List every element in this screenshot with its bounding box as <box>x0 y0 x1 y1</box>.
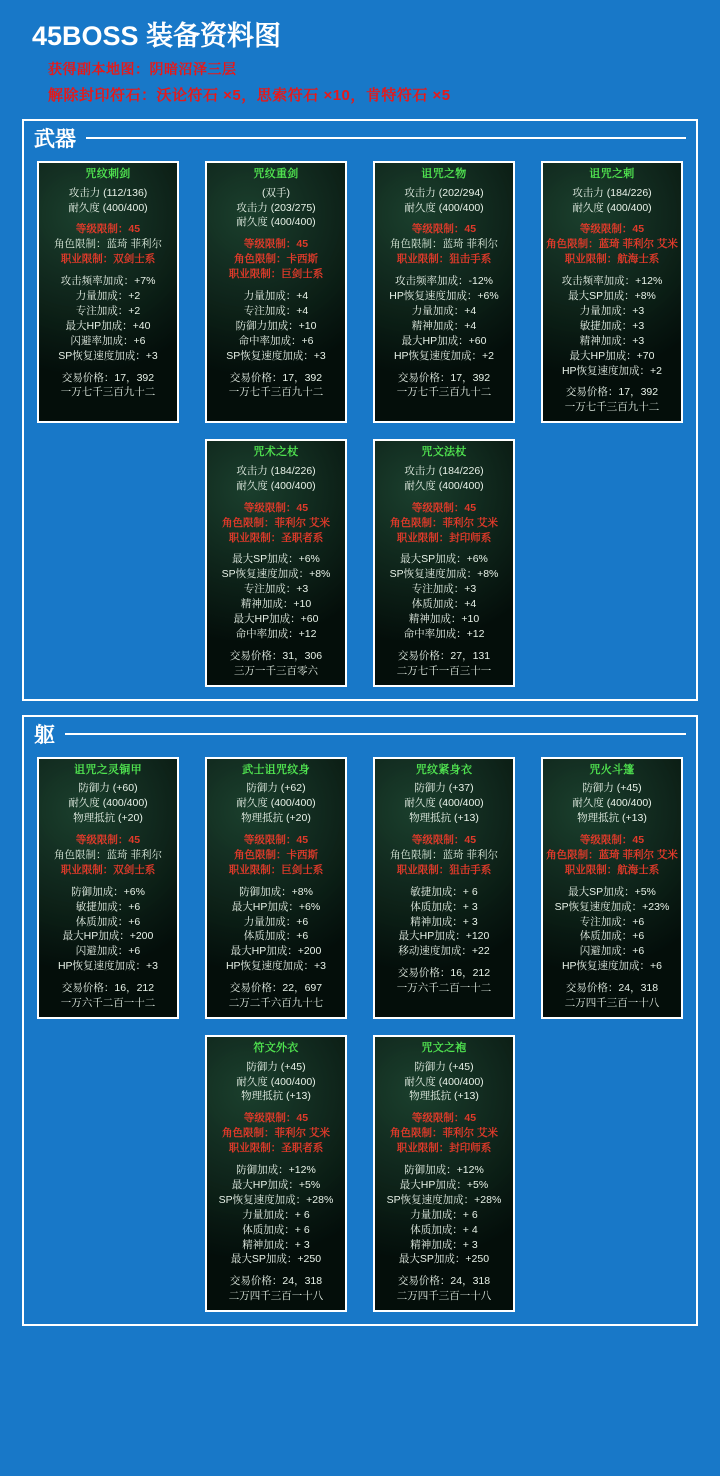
item-card <box>205 757 347 1019</box>
equipment-section <box>22 119 698 701</box>
item-card <box>541 161 683 423</box>
item-stat: 物理抵抗 (+13) <box>409 1090 479 1103</box>
item-bonus: 精神加成：+ 3 <box>410 1238 478 1251</box>
item-price-chinese: 一万七千三百九十二 <box>564 401 660 414</box>
item-card <box>205 439 347 686</box>
item-restriction: 角色限制：菲利尔 艾米 <box>390 1127 498 1140</box>
item-restriction: 职业限制：圣职者系 <box>228 531 324 544</box>
item-bonus: 最大HP加成：+6% <box>231 900 321 913</box>
spacer <box>546 826 678 833</box>
item-bonus: 敏捷加成：+6 <box>75 900 141 913</box>
item-bonus: SP恢复速度加成：+8% <box>221 568 331 581</box>
spacer <box>378 364 510 371</box>
item-price-chinese: 二万四千三百一十八 <box>396 1290 492 1303</box>
spacer <box>210 1104 342 1111</box>
item-bonus: 闪避率加成：+6 <box>70 334 146 347</box>
item-bonus: 防御加成：+12% <box>404 1164 484 1177</box>
item-price: 交易价格：24，318 <box>565 982 659 995</box>
section-label: 躯 <box>34 723 55 747</box>
item-bonus: HP恢复速度加成：+6 <box>561 960 663 973</box>
item-card <box>373 439 515 686</box>
spacer <box>378 959 510 966</box>
item-bonus: 攻击频率加成：+7% <box>60 275 156 288</box>
item-bonus: 精神加成：+ 3 <box>410 915 478 928</box>
section-divider <box>86 137 686 139</box>
item-stat: 攻击力 (202/294) <box>404 186 484 199</box>
item-stat: 物理抵抗 (+13) <box>577 812 647 825</box>
spacer <box>210 230 342 237</box>
seal-stone-line: 解除封印符石：沃论符石 ×5，思索符石 ×10，肯特符石 ×5 <box>48 87 451 104</box>
item-restriction: 等级限制：45 <box>243 834 309 847</box>
item-stat: 攻击力 (184/226) <box>404 464 484 477</box>
item-price-chinese: 二万七千一百三十一 <box>396 664 492 677</box>
item-name: 诅咒之物 <box>421 168 467 180</box>
item-bonus: 攻击频率加成：-12% <box>394 275 493 288</box>
item-bonus: 专注加成：+2 <box>75 304 141 317</box>
item-name: 符文外衣 <box>253 1041 299 1054</box>
item-price-chinese: 一万七千三百九十二 <box>396 386 492 399</box>
sections-container <box>14 119 706 1326</box>
item-bonus: 最大SP加成：+250 <box>230 1253 322 1266</box>
item-bonus: 力量加成：+4 <box>411 304 477 317</box>
spacer <box>42 364 174 371</box>
section-divider <box>65 733 686 735</box>
item-bonus: 命中率加成：+12 <box>403 627 485 640</box>
item-price: 交易价格：17，392 <box>397 371 491 384</box>
item-stat: 耐久度 (400/400) <box>236 797 316 810</box>
item-bonus: 闪避加成：+6 <box>579 945 645 958</box>
item-bonus: 专注加成：+3 <box>411 583 477 596</box>
item-bonus: SP恢复速度加成：+28% <box>218 1193 334 1206</box>
spacer <box>546 267 678 274</box>
item-name: 咒文之袍 <box>421 1041 467 1054</box>
item-card <box>373 1035 515 1312</box>
spacer <box>378 878 510 885</box>
item-restriction: 等级限制：45 <box>75 834 141 847</box>
item-restriction: 职业限制：航海士系 <box>564 863 660 876</box>
spacer <box>546 215 678 222</box>
spacer <box>378 826 510 833</box>
item-price: 交易价格：24，318 <box>397 1275 491 1288</box>
spacer <box>42 826 174 833</box>
section-header <box>24 717 696 751</box>
item-restriction: 等级限制：45 <box>579 223 645 236</box>
equipment-section <box>22 715 698 1327</box>
item-restriction: 等级限制：45 <box>75 223 141 236</box>
item-stat: 物理抵抗 (+20) <box>73 812 143 825</box>
item-bonus: 命中率加成：+12 <box>235 627 317 640</box>
spacer <box>42 974 174 981</box>
item-stat: 耐久度 (400/400) <box>404 797 484 810</box>
item-stat: 物理抵抗 (+13) <box>409 812 479 825</box>
item-bonus: 最大SP加成：+6% <box>232 553 320 566</box>
spacer <box>546 378 678 385</box>
item-stat: 防御力 (+60) <box>78 782 138 795</box>
card-grid <box>24 751 696 1313</box>
item-price-chinese: 一万六千二百一十二 <box>60 997 156 1010</box>
item-name: 咒术之杖 <box>253 446 299 459</box>
item-card <box>373 161 515 423</box>
item-stat: 攻击力 (203/275) <box>236 201 316 214</box>
spacer <box>210 1156 342 1163</box>
spacer <box>42 878 174 885</box>
spacer <box>378 494 510 501</box>
item-stat: 攻击力 (184/226) <box>572 186 652 199</box>
item-bonus: 最大HP加成：+5% <box>231 1178 321 1191</box>
item-stat: 耐久度 (400/400) <box>68 797 148 810</box>
item-bonus: HP恢复速度加成：+2 <box>561 364 663 377</box>
item-price: 交易价格：17，392 <box>229 371 323 384</box>
item-bonus: 最大HP加成：+200 <box>230 945 322 958</box>
item-stat: 攻击力 (112/136) <box>68 186 148 199</box>
item-restriction: 等级限制：45 <box>243 501 309 514</box>
item-price-chinese: 三万一千三百零六 <box>234 664 318 677</box>
item-card <box>373 757 515 1019</box>
item-stat: 物理抵抗 (+20) <box>241 812 311 825</box>
item-bonus: 敏捷加成：+3 <box>579 319 645 332</box>
item-restriction: 等级限制：45 <box>411 834 477 847</box>
item-restriction: 职业限制：双剑士系 <box>60 253 156 266</box>
item-card <box>205 161 347 423</box>
spacer <box>378 1156 510 1163</box>
item-restriction: 职业限制：双剑士系 <box>60 863 156 876</box>
spacer <box>210 1267 342 1274</box>
item-restriction: 职业限制：狙击手系 <box>396 253 492 266</box>
item-bonus: 最大HP加成：+200 <box>62 930 154 943</box>
item-bonus: 力量加成：+4 <box>243 290 309 303</box>
item-price: 交易价格：17，392 <box>61 371 155 384</box>
spacer <box>210 974 342 981</box>
item-bonus: 力量加成：+2 <box>75 290 141 303</box>
item-bonus: 最大HP加成：+70 <box>569 349 655 362</box>
item-card <box>205 1035 347 1312</box>
spacer <box>42 267 174 274</box>
page-title: 45BOSS 装备资料图 <box>32 21 282 51</box>
item-bonus: 闪避加成：+6 <box>75 945 141 958</box>
item-bonus: 力量加成：+ 6 <box>242 1208 310 1221</box>
item-price-chinese: 一万六千二百一十二 <box>396 982 492 995</box>
item-stat: (双手) <box>262 186 290 199</box>
item-stat: 耐久度 (400/400) <box>68 201 148 214</box>
item-bonus: 敏捷加成：+ 6 <box>410 885 478 898</box>
item-bonus: 最大HP加成：+40 <box>65 319 151 332</box>
item-stat: 耐久度 (400/400) <box>404 201 484 214</box>
spacer <box>378 642 510 649</box>
spacer <box>210 364 342 371</box>
item-bonus: 攻击频率加成：+12% <box>561 275 663 288</box>
item-restriction: 角色限制：菲利尔 艾米 <box>390 516 498 529</box>
item-bonus: 力量加成：+3 <box>579 304 645 317</box>
item-restriction: 角色限制：蓝琦 菲利尔 <box>390 848 498 861</box>
map-source-line: 获得副本地图：阴暗沼泽三层 <box>48 61 237 77</box>
item-bonus: 精神加成：+10 <box>240 598 312 611</box>
item-stat: 耐久度 (400/400) <box>236 1075 316 1088</box>
item-bonus: 移动速度加成：+22 <box>398 945 490 958</box>
item-bonus: HP恢复速度加成：+3 <box>57 960 159 973</box>
item-bonus: 防御力加成：+10 <box>235 319 317 332</box>
item-bonus: 专注加成：+4 <box>243 304 309 317</box>
item-restriction: 角色限制：蓝琦 菲利尔 <box>390 238 498 251</box>
spacer <box>210 494 342 501</box>
item-bonus: 精神加成：+10 <box>408 613 480 626</box>
item-restriction: 等级限制：45 <box>243 1112 309 1125</box>
item-name: 咒纹紧身衣 <box>415 763 473 776</box>
item-stat: 耐久度 (400/400) <box>236 479 316 492</box>
item-bonus: SP恢复速度加成：+28% <box>386 1193 502 1206</box>
item-card <box>37 757 179 1019</box>
item-name: 咒纹重剑 <box>253 168 299 180</box>
item-stat: 耐久度 (400/400) <box>236 216 316 229</box>
item-price: 交易价格：17，392 <box>565 386 659 399</box>
item-restriction: 职业限制：狙击手系 <box>396 863 492 876</box>
item-price-chinese: 一万七千三百九十二 <box>228 386 324 399</box>
item-restriction: 职业限制：圣职者系 <box>228 1142 324 1155</box>
spacer <box>378 267 510 274</box>
spacer <box>42 215 174 222</box>
item-bonus: 最大SP加成：+5% <box>568 885 656 898</box>
item-bonus: 防御加成：+6% <box>71 885 145 898</box>
item-stat: 防御力 (+37) <box>414 782 474 795</box>
spacer <box>378 1267 510 1274</box>
item-restriction: 角色限制：卡西斯 <box>234 253 318 266</box>
item-price-chinese: 二万四千三百一十八 <box>564 997 660 1010</box>
item-bonus: 最大HP加成：+60 <box>401 334 487 347</box>
item-restriction: 角色限制：菲利尔 艾米 <box>222 516 330 529</box>
section-header <box>24 121 696 155</box>
item-bonus: 体质加成：+ 4 <box>410 1223 478 1236</box>
item-price: 交易价格：24，318 <box>229 1275 323 1288</box>
item-restriction: 等级限制：45 <box>243 238 309 251</box>
item-price: 交易价格：16，212 <box>61 982 155 995</box>
item-bonus: 体质加成：+ 3 <box>410 900 478 913</box>
spacer <box>378 545 510 552</box>
item-bonus: HP恢复速度加成：+2 <box>393 349 495 362</box>
item-bonus: 精神加成：+3 <box>579 334 645 347</box>
item-restriction: 等级限制：45 <box>411 223 477 236</box>
spacer <box>210 545 342 552</box>
item-price: 交易价格：16，212 <box>397 967 491 980</box>
item-bonus: 体质加成：+ 6 <box>242 1223 310 1236</box>
item-restriction: 角色限制：蓝琦 菲利尔 <box>54 848 162 861</box>
item-name: 咒火斗篷 <box>589 763 635 776</box>
item-stat: 攻击力 (184/226) <box>236 464 316 477</box>
spacer <box>210 642 342 649</box>
item-stat: 防御力 (+62) <box>246 782 306 795</box>
item-name: 咒纹刺剑 <box>85 168 131 180</box>
item-bonus: 体质加成：+6 <box>579 930 645 943</box>
item-restriction: 角色限制：蓝琦 菲利尔 艾米 <box>546 848 678 861</box>
item-restriction: 职业限制：封印师系 <box>396 531 492 544</box>
item-bonus: HP恢复速度加成：+6% <box>389 290 499 303</box>
item-bonus: 最大SP加成：+8% <box>568 290 656 303</box>
card-grid <box>24 155 696 687</box>
item-bonus: SP恢复速度加成：+3 <box>226 349 326 362</box>
item-bonus: 最大HP加成：+120 <box>398 930 490 943</box>
item-bonus: 专注加成：+6 <box>579 915 645 928</box>
item-bonus: 最大HP加成：+5% <box>399 1178 489 1191</box>
item-restriction: 职业限制：巨剑士系 <box>228 863 324 876</box>
spacer <box>378 1104 510 1111</box>
item-price-chinese: 一万七千三百九十二 <box>60 386 156 399</box>
item-bonus: 最大HP加成：+60 <box>233 613 319 626</box>
item-bonus: 力量加成：+6 <box>243 915 309 928</box>
spacer <box>378 215 510 222</box>
item-price: 交易价格：31，306 <box>229 649 323 662</box>
spacer <box>546 974 678 981</box>
item-card <box>541 757 683 1019</box>
item-name: 诅咒之剌 <box>589 168 635 180</box>
spacer <box>210 282 342 289</box>
item-stat: 耐久度 (400/400) <box>572 201 652 214</box>
item-stat: 物理抵抗 (+13) <box>241 1090 311 1103</box>
item-bonus: SP恢复速度加成：+23% <box>554 900 670 913</box>
item-name: 武士诅咒纹身 <box>242 763 310 776</box>
item-bonus: 专注加成：+3 <box>243 583 309 596</box>
spacer <box>546 878 678 885</box>
item-price-chinese: 二万二千六百九十七 <box>228 997 324 1010</box>
item-restriction: 等级限制：45 <box>411 501 477 514</box>
item-bonus: HP恢复速度加成：+3 <box>225 960 327 973</box>
item-name: 诅咒之灵铜甲 <box>74 763 142 776</box>
item-bonus: 精神加成：+4 <box>411 319 477 332</box>
item-card <box>37 161 179 423</box>
item-restriction: 角色限制：菲利尔 艾米 <box>222 1127 330 1140</box>
item-bonus: 力量加成：+ 6 <box>410 1208 478 1221</box>
item-restriction: 职业限制：封印师系 <box>396 1142 492 1155</box>
item-restriction: 职业限制：航海士系 <box>564 253 660 266</box>
item-bonus: SP恢复速度加成：+3 <box>58 349 158 362</box>
item-stat: 防御力 (+45) <box>582 782 642 795</box>
item-bonus: SP恢复速度加成：+8% <box>389 568 499 581</box>
item-bonus: 防御加成：+12% <box>236 1164 316 1177</box>
item-bonus: 最大SP加成：+6% <box>400 553 488 566</box>
spacer <box>210 826 342 833</box>
item-bonus: 体质加成：+6 <box>75 915 141 928</box>
item-price: 交易价格：27，131 <box>397 649 491 662</box>
item-stat: 耐久度 (400/400) <box>404 479 484 492</box>
item-name: 咒文法杖 <box>421 446 467 459</box>
item-price-chinese: 二万四千三百一十八 <box>228 1290 324 1303</box>
item-stat: 防御力 (+45) <box>246 1060 306 1073</box>
item-restriction: 等级限制：45 <box>579 834 645 847</box>
item-restriction: 角色限制：卡西斯 <box>234 848 318 861</box>
section-label: 武器 <box>34 128 76 151</box>
item-restriction: 角色限制：蓝琦 菲利尔 艾米 <box>546 238 678 251</box>
item-bonus: 精神加成：+ 3 <box>242 1238 310 1251</box>
item-bonus: 命中率加成：+6 <box>238 334 314 347</box>
item-restriction: 角色限制：蓝琦 菲利尔 <box>54 238 162 251</box>
item-stat: 防御力 (+45) <box>414 1060 474 1073</box>
item-bonus: 最大SP加成：+250 <box>398 1253 490 1266</box>
item-bonus: 防御加成：+8% <box>239 885 313 898</box>
item-bonus: 体质加成：+4 <box>411 598 477 611</box>
item-restriction: 等级限制：45 <box>411 1112 477 1125</box>
item-stat: 耐久度 (400/400) <box>572 797 652 810</box>
item-price: 交易价格：22，697 <box>229 982 323 995</box>
item-restriction: 职业限制：巨剑士系 <box>228 268 324 281</box>
item-bonus: 体质加成：+6 <box>243 930 309 943</box>
item-stat: 耐久度 (400/400) <box>404 1075 484 1088</box>
spacer <box>210 878 342 885</box>
